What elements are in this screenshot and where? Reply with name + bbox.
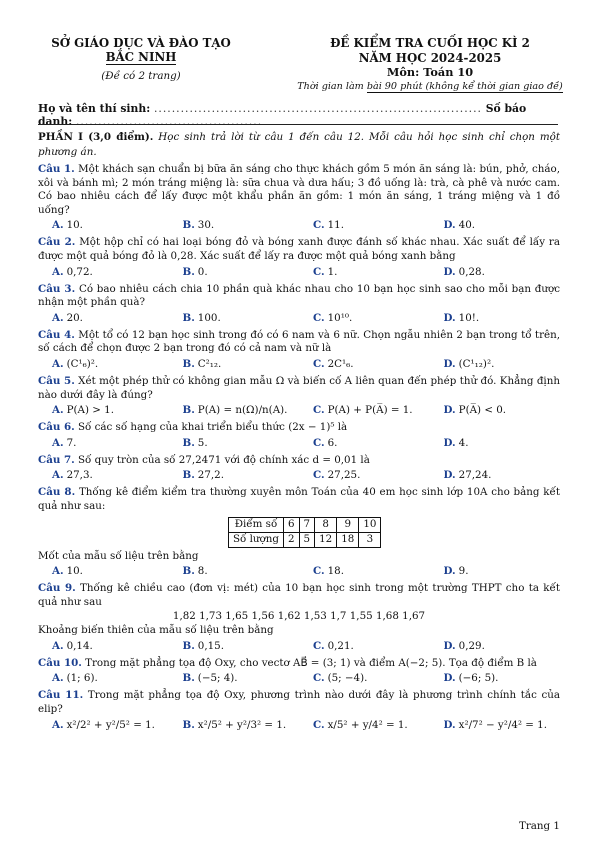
option-a[interactable] (38, 403, 169, 417)
question-4 (38, 329, 560, 371)
option-letter: B. (182, 436, 195, 449)
option-a[interactable] (38, 671, 169, 685)
page-count: (Đề có 2 trang) (101, 70, 181, 82)
option-letter: A. (52, 404, 64, 417)
option-d[interactable] (430, 265, 561, 279)
option-text: 27,24. (458, 469, 492, 482)
question-label: Câu 4. (38, 328, 75, 341)
option-letter: D. (443, 265, 456, 278)
option-letter: C. (313, 639, 325, 652)
option-b[interactable] (169, 468, 300, 482)
school-year: NĂM HỌC 2024-2025 (358, 50, 502, 65)
question-1 (38, 163, 560, 232)
option-c[interactable] (299, 357, 430, 371)
org-name: SỞ GIÁO DỤC VÀ ĐÀO TẠO (51, 36, 231, 50)
option-text: x²/5² + y²/3² = 1. (197, 718, 287, 731)
score-table (228, 517, 381, 548)
option-letter: B. (182, 672, 195, 685)
option-letter: D. (443, 219, 456, 232)
option-text: 18. (327, 565, 344, 578)
answer-options (38, 564, 560, 578)
option-letter: C. (313, 311, 325, 324)
option-letter: A. (52, 565, 64, 578)
questions-area (38, 130, 560, 732)
question-11 (38, 689, 560, 731)
exam-title: ĐỀ KIỂM TRA CUỐI HỌC KÌ 2 (330, 36, 530, 50)
question-label: Câu 2. (38, 236, 76, 249)
table-cell: 2 (283, 532, 299, 547)
option-text: 0,29. (458, 639, 485, 652)
option-text: 11. (327, 219, 344, 232)
option-text: 27,3. (66, 469, 93, 482)
header-left (22, 36, 260, 84)
option-c[interactable] (299, 671, 430, 685)
table-cell: 3 (359, 532, 381, 547)
option-a[interactable] (38, 436, 169, 450)
option-text: P(A̅) < 0. (458, 404, 507, 417)
option-a[interactable] (38, 357, 169, 371)
question-label: Câu 6. (38, 421, 75, 434)
question-3 (38, 283, 560, 325)
option-letter: C. (313, 469, 325, 482)
option-letter: C. (313, 265, 325, 278)
option-text: 10!. (458, 311, 480, 324)
question-text: Số các số hạng của khai triển biểu thức (2x − 1)⁵ là (77, 421, 348, 434)
answer-options (38, 436, 560, 450)
table-cell: 9 (337, 517, 359, 532)
option-text: 100. (197, 311, 221, 324)
option-text: 2C¹₆. (327, 357, 354, 370)
question-9 (38, 582, 560, 653)
question-text: Có bao nhiêu cách chia 10 phần quà khác nhau cho 10 bạn học sinh sao cho mỗi bạn được nhận một phần quà? (38, 282, 560, 309)
option-letter: B. (182, 639, 195, 652)
option-letter: D. (443, 639, 456, 652)
option-letter: D. (443, 311, 456, 324)
option-letter: A. (52, 219, 64, 232)
option-c[interactable] (299, 564, 430, 578)
option-b[interactable] (169, 403, 300, 417)
answer-options (38, 357, 560, 371)
option-text: 0,21. (327, 639, 354, 652)
option-text: 27,2. (197, 469, 224, 482)
option-letter: B. (182, 469, 195, 482)
option-text: (C¹₁₂)². (458, 357, 495, 370)
student-name-label: Họ và tên thí sinh: (38, 102, 151, 115)
question-text: Trong mặt phẳng tọa độ Oxy, cho vectơ AB⃗ = (3; 1) và điểm A(−2; 5). Tọa độ điểm B là (85, 656, 537, 669)
option-d[interactable] (430, 403, 561, 417)
option-b[interactable] (169, 311, 300, 325)
option-letter: B. (182, 265, 195, 278)
option-text: x²/7² − y²/4² = 1. (458, 718, 548, 731)
question-text: Một khách sạn chuẩn bị bữa ăn sáng cho thực khách gồm 5 món ăn sáng là: bún, phở, cháo, xôi và bánh mì; 2 món tráng miệng là: sữa chua và dưa hấu; 3 đồ uống là: trà, cà phê và nước cam. Có bao nhiêu cách để lấy được một khẩu phần ăn gồm: 1 món ăn sáng, 1 tráng miệng và 1 đồ uống? (38, 163, 560, 216)
option-d[interactable] (430, 468, 561, 482)
question-followup: Mốt của mẫu số liệu trên bằng (38, 549, 199, 562)
header-rule (38, 124, 558, 125)
question-list (38, 163, 560, 732)
option-c[interactable] (299, 311, 430, 325)
height-data: 1,82 1,73 1,65 1,56 1,62 1,53 1,7 1,55 1,68 1,67 (172, 610, 426, 623)
option-letter: D. (443, 565, 456, 578)
option-d[interactable] (430, 311, 561, 325)
option-letter: D. (443, 404, 456, 417)
option-text: 0. (197, 265, 208, 278)
option-text: 8. (197, 565, 208, 578)
option-letter: C. (313, 436, 325, 449)
page-number: Trang 1 (519, 820, 560, 832)
option-b[interactable] (169, 218, 300, 232)
option-text: 0,72. (66, 265, 93, 278)
option-letter: A. (52, 357, 64, 370)
option-text: 4. (458, 436, 469, 449)
option-letter: C. (313, 718, 325, 731)
option-text: 7. (66, 436, 77, 449)
question-followup: Khoảng biến thiên của mẫu số liệu trên bằng (38, 624, 274, 637)
question-label: Câu 7. (38, 453, 75, 466)
option-text: 40. (458, 219, 476, 232)
option-text: P(A) > 1. (66, 404, 114, 417)
question-text: Một tổ có 12 bạn học sinh trong đó có 6 nam và 6 nữ. Chọn ngẫu nhiên 2 bạn trong tổ trên, số cách để chọn được 2 bạn trong đó có cả nam và nữ là (38, 328, 560, 355)
option-text: 30. (197, 219, 215, 232)
option-text: 27,25. (327, 469, 361, 482)
option-text: 0,14. (66, 639, 93, 652)
option-text: (5; −4). (327, 672, 368, 685)
answer-options (38, 218, 560, 232)
table-cell: 6 (283, 517, 299, 532)
table-cell: 10 (359, 517, 381, 532)
option-text: 10¹⁰. (327, 311, 353, 324)
option-d[interactable] (430, 357, 561, 371)
option-b[interactable] (169, 564, 300, 578)
option-c[interactable] (299, 639, 430, 653)
option-c[interactable] (299, 718, 430, 732)
option-text: 10. (66, 565, 83, 578)
option-letter: A. (52, 672, 64, 685)
option-letter: B. (182, 219, 195, 232)
table-cell: 12 (315, 532, 337, 547)
option-text: (−6; 5). (458, 672, 499, 685)
province-name: BẮC NINH (105, 49, 177, 64)
table-cell: 5 (299, 532, 315, 547)
option-a[interactable] (38, 311, 169, 325)
option-letter: C. (313, 219, 325, 232)
option-a[interactable] (38, 718, 169, 732)
option-text: P(A) = n(Ω)/n(A). (197, 404, 288, 417)
option-c[interactable] (299, 468, 430, 482)
option-text: x²/2² + y²/5² = 1. (66, 718, 155, 731)
option-a[interactable] (38, 468, 169, 482)
option-c[interactable] (299, 265, 430, 279)
question-label: Câu 5. (38, 374, 75, 387)
answer-options (38, 265, 560, 279)
question-text: Trong mặt phẳng tọa độ Oxy, phương trình nào dưới đây là phương trình chính tắc của elip? (38, 689, 561, 716)
option-letter: C. (313, 565, 325, 578)
option-a[interactable] (38, 564, 169, 578)
option-text: 5. (197, 436, 208, 449)
table-cell: 7 (299, 517, 315, 532)
option-letter: D. (443, 672, 456, 685)
option-a[interactable] (38, 265, 169, 279)
option-letter: A. (52, 469, 64, 482)
option-c[interactable] (299, 403, 430, 417)
option-text: P(A) + P(A̅) = 1. (327, 404, 413, 417)
question-text: Thống kê điểm kiểm tra thường xuyên môn Toán của 40 em học sinh lớp 10A cho bảng kết quả như sau: (38, 486, 560, 512)
question-label: Câu 9. (38, 582, 76, 595)
option-text: 20. (66, 311, 83, 324)
option-text: 9. (458, 565, 469, 578)
question-5 (38, 375, 560, 417)
option-text: x/5² + y/4² = 1. (327, 718, 408, 731)
option-d[interactable] (430, 436, 561, 450)
option-text: (−5; 4). (197, 672, 238, 685)
answer-options (38, 311, 560, 325)
table-cell: 8 (315, 517, 337, 532)
table-row-label: Số lượng (229, 532, 284, 547)
table-row-label: Điểm số (229, 517, 284, 532)
time-note: Thời gian làm bài 90 phút (không kể thời gian giao đề) (297, 80, 563, 92)
option-d[interactable] (430, 639, 561, 653)
option-letter: B. (182, 404, 195, 417)
option-b[interactable] (169, 639, 300, 653)
option-d[interactable] (430, 218, 561, 232)
student-id-label: Số báo danh: (38, 102, 527, 128)
question-text: Một hộp chỉ có hai loại bóng đỏ và bóng xanh được đánh số khác nhau. Xác suất để lấy ra được một quả bóng đỏ là 0,28. Xác suất để lấy ra được một quả bóng xanh bằng (38, 236, 560, 262)
header-right (280, 36, 580, 94)
option-letter: C. (313, 404, 325, 417)
student-name-dots: .......................................................................... (153, 102, 482, 115)
option-b[interactable] (169, 265, 300, 279)
option-text: 10. (66, 219, 83, 232)
option-letter: D. (443, 469, 456, 482)
answer-options (38, 403, 560, 417)
option-letter: A. (52, 436, 64, 449)
question-label: Câu 11. (38, 689, 84, 702)
option-text: 1. (327, 265, 338, 278)
option-c[interactable] (299, 436, 430, 450)
option-a[interactable] (38, 639, 169, 653)
option-letter: B. (182, 357, 195, 370)
option-letter: A. (52, 639, 64, 652)
option-letter: D. (443, 357, 456, 370)
question-7 (38, 454, 560, 483)
answer-options (38, 671, 560, 685)
option-text: 0,28. (458, 265, 485, 278)
question-10 (38, 657, 560, 686)
option-letter: D. (443, 436, 456, 449)
question-text: Xét một phép thử có không gian mẫu Ω và biến cố A liên quan đến phép thử đó. Khẳng định nào dưới đây là đúng? (38, 374, 560, 401)
student-id-dots: .......................................... (76, 115, 263, 128)
option-b[interactable] (169, 357, 300, 371)
option-b[interactable] (169, 436, 300, 450)
option-d[interactable] (430, 671, 561, 685)
question-label: Câu 1. (38, 163, 75, 175)
option-letter: A. (52, 265, 64, 278)
subject: Môn: Toán 10 (386, 65, 474, 79)
option-letter: A. (52, 311, 64, 324)
option-a[interactable] (38, 218, 169, 232)
table-cell: 18 (337, 532, 359, 547)
option-b[interactable] (169, 718, 300, 732)
option-letter: B. (182, 718, 195, 731)
option-letter: C. (313, 357, 325, 370)
option-d[interactable] (430, 718, 561, 732)
question-6 (38, 421, 560, 450)
option-letter: D. (443, 718, 456, 731)
question-text: Thống kê chiều cao (đơn vị: mét) của 10 bạn học sinh trong một trường THPT cho ta kết quả như sau (38, 582, 560, 608)
option-text: 0,15. (197, 639, 224, 652)
option-text: 6. (327, 436, 338, 449)
question-2 (38, 236, 560, 278)
option-letter: C. (313, 672, 325, 685)
question-label: Câu 10. (38, 656, 82, 669)
option-letter: B. (182, 565, 195, 578)
option-text: (1; 6). (66, 672, 98, 685)
option-text: C²₁₂. (197, 357, 222, 370)
question-text: Số quy tròn của số 27,2471 với độ chính xác d = 0,01 là (77, 453, 370, 466)
option-letter: B. (182, 311, 195, 324)
option-letter: A. (52, 718, 64, 731)
question-label: Câu 8. (38, 486, 76, 499)
option-c[interactable] (299, 218, 430, 232)
option-b[interactable] (169, 671, 300, 685)
option-text: (C¹₆)². (66, 357, 99, 370)
answer-options (38, 639, 560, 653)
question-8 (38, 486, 560, 578)
part1-heading: PHẦN I (3,0 điểm). Học sinh trả lời từ câu 1 đến câu 12. Mỗi câu hỏi học sinh chỉ chọn một phương án. (38, 131, 560, 158)
answer-options (38, 468, 560, 482)
option-d[interactable] (430, 564, 561, 578)
question-label: Câu 3. (38, 282, 76, 295)
answer-options (38, 718, 560, 732)
